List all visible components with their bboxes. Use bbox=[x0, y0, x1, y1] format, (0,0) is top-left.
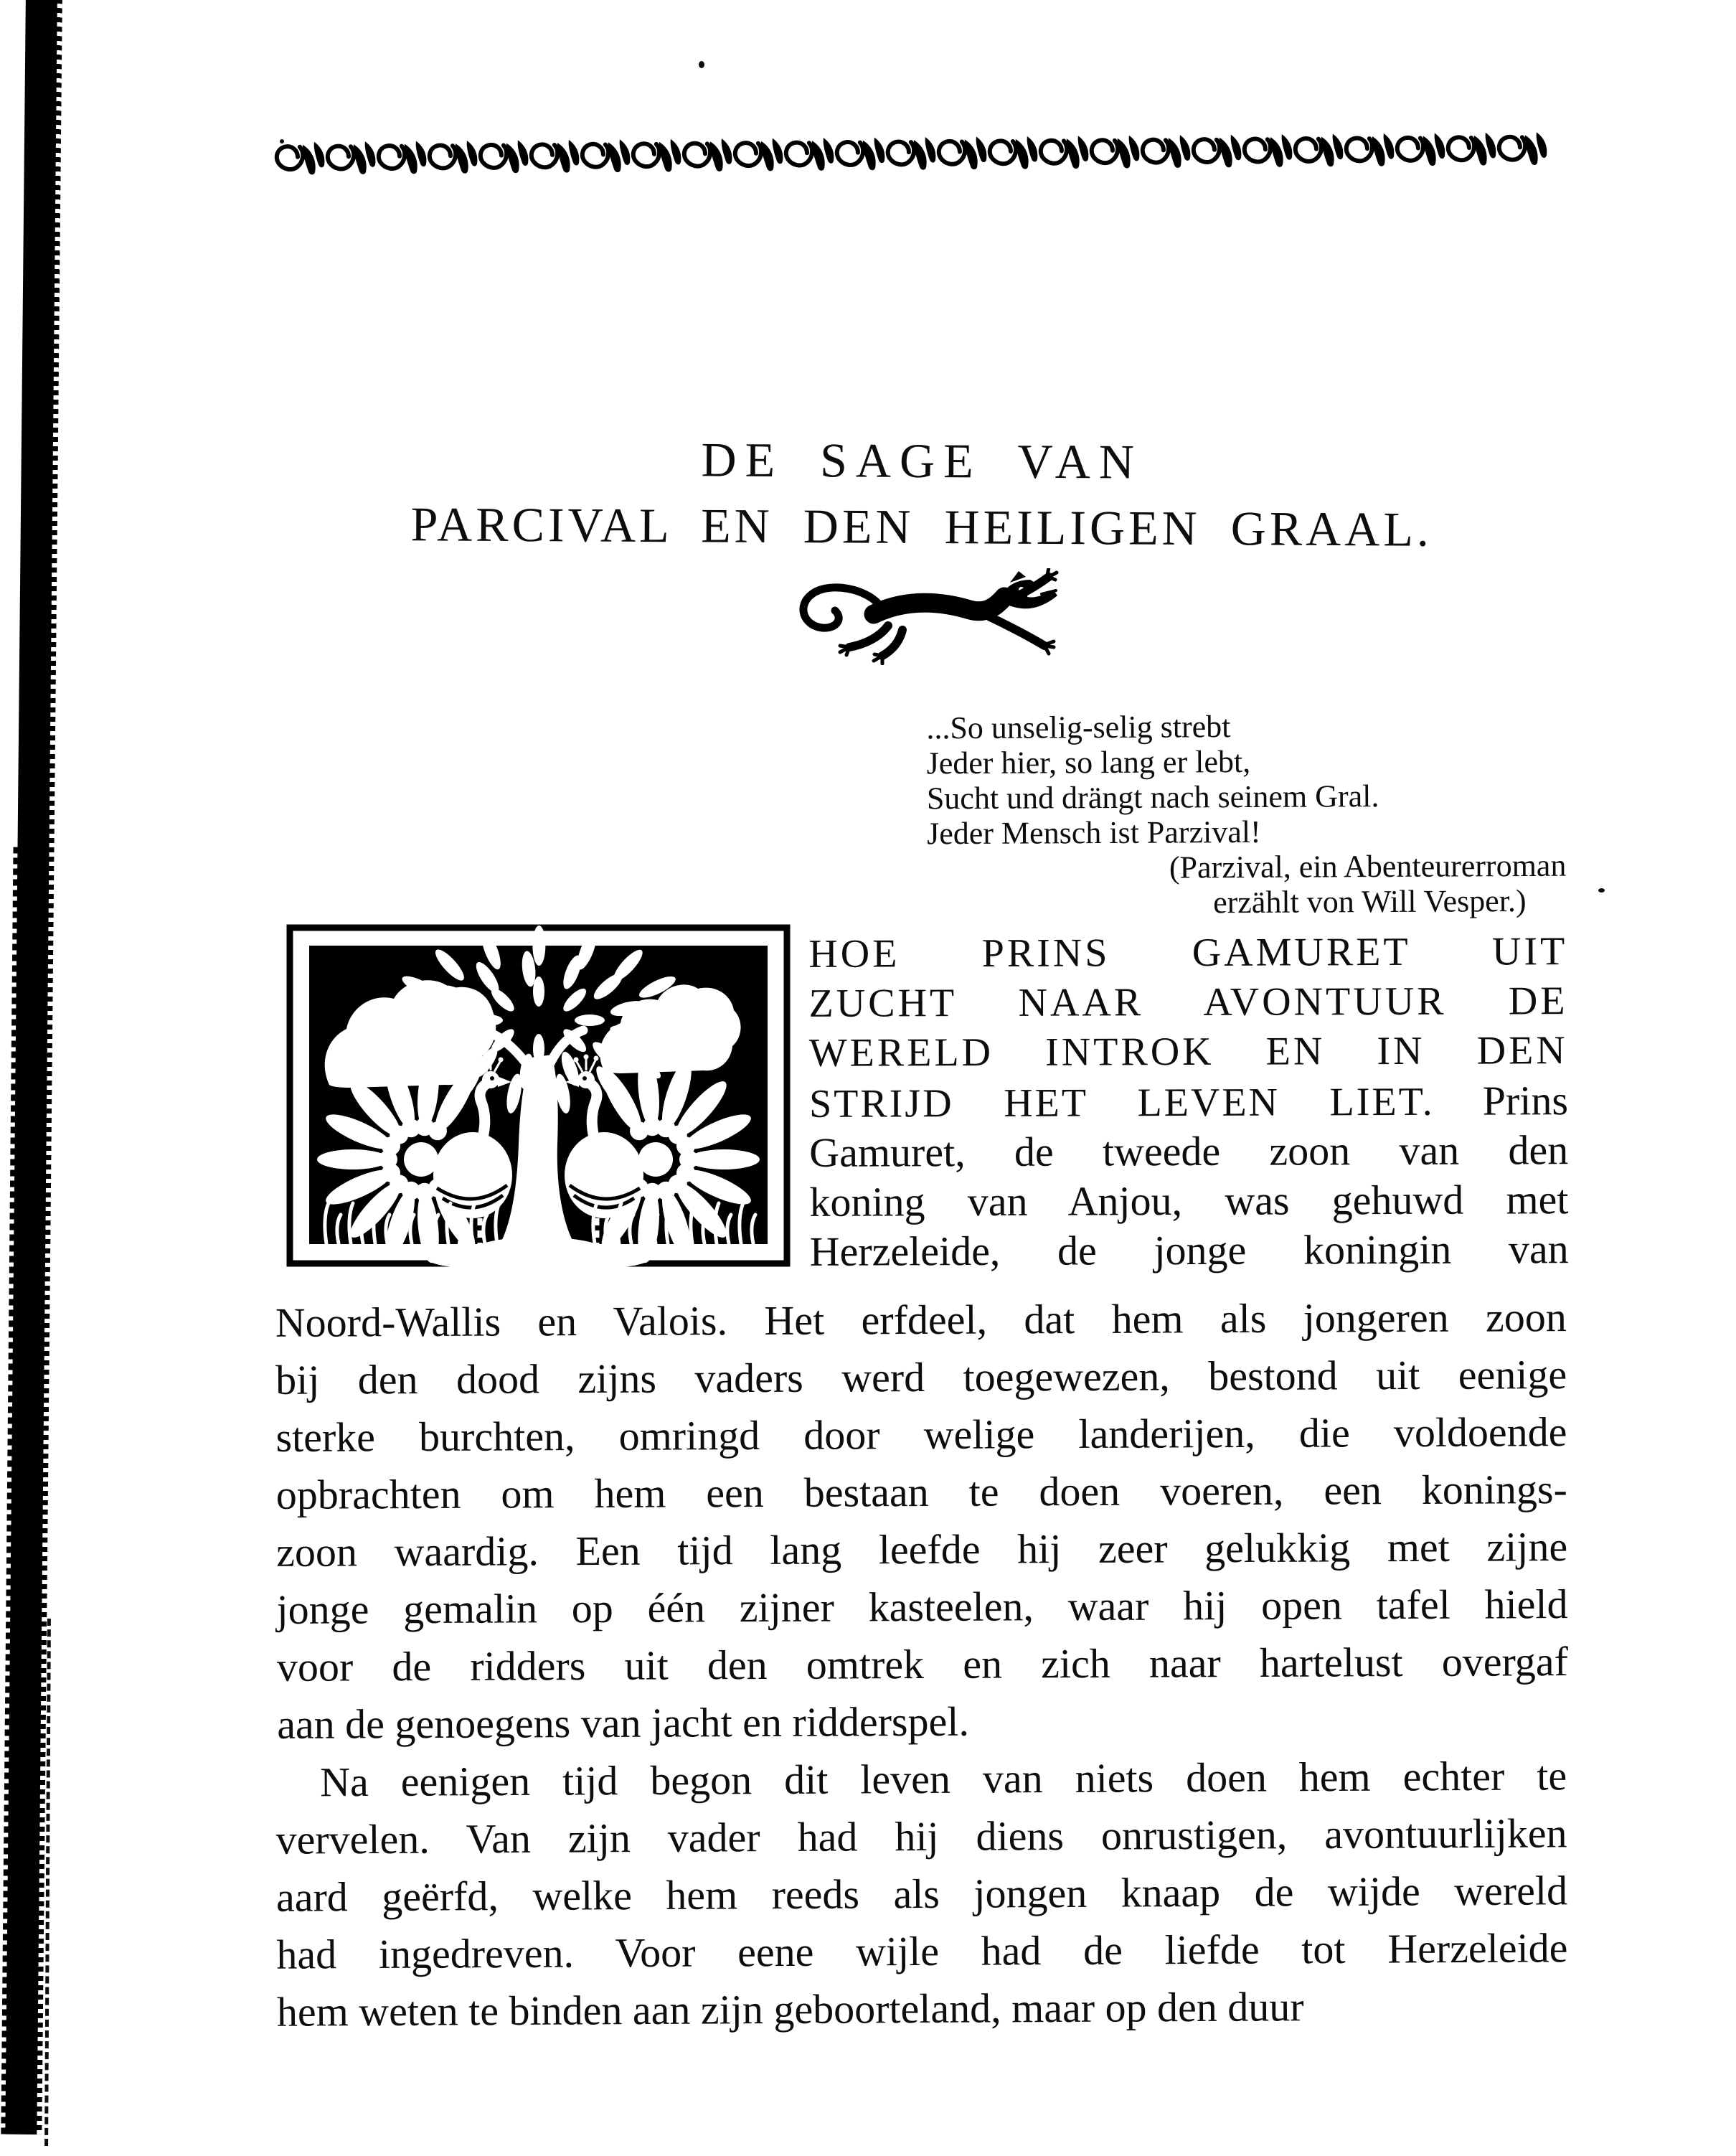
scan-speck bbox=[699, 61, 704, 68]
epigraph-attribution: erzählt von Will Vesper.) bbox=[1213, 882, 1527, 921]
epigraph bbox=[926, 707, 1570, 922]
chapter-heading-tail: Prins bbox=[1482, 1077, 1569, 1124]
body-text-line: aard geërfd, welke hem reeds als jongen knaap de wijde wereld bbox=[275, 1867, 1568, 1921]
body-text-line: jonge gemalin op één zijner kasteelen, waar hij open tafel hield bbox=[276, 1581, 1568, 1633]
epigraph-attribution: (Parzival, ein Abenteurerroman bbox=[1169, 847, 1567, 885]
chapter-heading-line: HOE PRINS GAMURET UIT bbox=[808, 929, 1568, 976]
body-text-line: vervelen. Van zijn vader had hij diens onrustigen, avontuurlijken bbox=[275, 1809, 1567, 1863]
chapter-heading-line: WERELD INTROK EN IN DEN bbox=[808, 1028, 1568, 1075]
body-text-line: hem weten te binden aan zijn geboorteland, maar op den duur bbox=[276, 1983, 1304, 2035]
body-text-line: had ingedreven. Voor eene wijle had de liefde tot Herzeleide bbox=[276, 1924, 1568, 1978]
page-title bbox=[222, 424, 1622, 563]
column-text-line: koning van Anjou, was gehuwd met bbox=[809, 1176, 1569, 1225]
scan-speck bbox=[1598, 888, 1605, 893]
leaping-beast-icon bbox=[779, 568, 1066, 665]
scroll-ornament-border bbox=[274, 131, 1565, 177]
body-text-line: Noord-Wallis en Valois. Het erfdeel, dat hem als jongeren zoon bbox=[275, 1294, 1567, 1346]
chapter-heading-line bbox=[809, 1075, 1568, 1128]
body-text-line: Na eenigen tijd begon dit leven van niets doen hem echter te bbox=[320, 1752, 1567, 1806]
epigraph-line: ...So unselig-selig strebt bbox=[926, 709, 1231, 746]
main-woodcut bbox=[285, 923, 792, 1268]
paragraph-1 bbox=[275, 1289, 1569, 1753]
epigraph-line: Jeder Mensch ist Parzival! bbox=[927, 814, 1261, 852]
body-text-line: sterke burchten, omringd door welige landerijen, die voldoende bbox=[275, 1408, 1567, 1461]
body-text-line: aan de genoegens van jacht en ridderspel. bbox=[277, 1698, 970, 1748]
paragraph-2 bbox=[275, 1747, 1568, 2040]
chapter-opening-column bbox=[808, 927, 1569, 1276]
body-text-line: voor de ridders uit den omtrek en zich naar hartelust overgaf bbox=[276, 1638, 1569, 1690]
epigraph-line: Jeder hier, so lang er lebt, bbox=[926, 743, 1251, 781]
body-text-line: bij den dood zijns vaders werd toegewezen, bestond uit eenige bbox=[275, 1351, 1567, 1403]
column-text-line: Gamuret, de tweede zoon van den bbox=[809, 1126, 1569, 1176]
column-text-line: Herzeleide, de jonge koningin van bbox=[809, 1225, 1569, 1275]
chapter-heading-line: ZUCHT NAAR AVONTUUR DE bbox=[808, 979, 1568, 1026]
epigraph-line: Sucht und drängt nach seinem Gral. bbox=[926, 778, 1379, 816]
title-line-1: DE SAGE VAN bbox=[701, 432, 1143, 489]
body-text-line: zoon waardig. Een tijd lang leefde hij zeer gelukkig met zijne bbox=[276, 1523, 1568, 1576]
chapter-heading-caps: STRIJD HET LEVEN LIET. bbox=[808, 1079, 1435, 1126]
body-text-line: opbrachten om hem een bestaan te doen voeren, een konings- bbox=[275, 1466, 1567, 1518]
title-line-2: PARCIVAL EN DEN HEILIGEN GRAAL. bbox=[410, 496, 1433, 557]
scroll-ornament-svg bbox=[274, 131, 1565, 177]
